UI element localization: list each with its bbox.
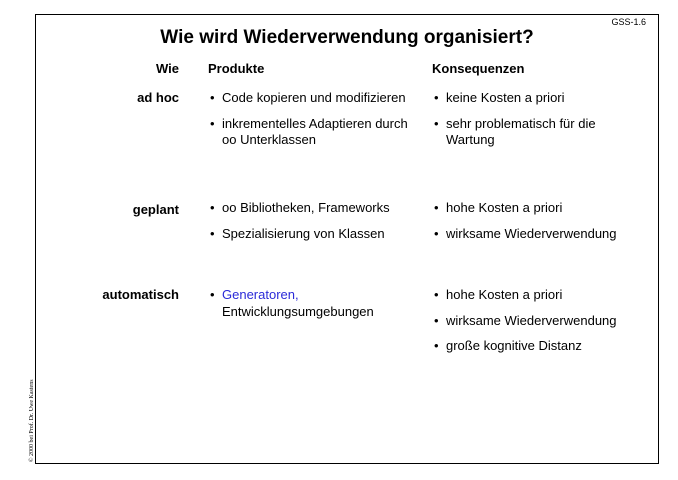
produkte-list-automatisch [208, 287, 423, 320]
entwicklungsumgebungen-text: Entwicklungsumgebungen [222, 303, 374, 319]
produkte-list-ad-hoc [208, 90, 423, 149]
list-item: • wirksame Wiederverwendung [432, 226, 647, 243]
konsequenzen-list-ad-hoc [432, 90, 647, 149]
header-wie: Wie [156, 61, 179, 76]
list-item: • große kognitive Distanz [432, 338, 647, 355]
copyright-notice: © 2000 bei Prof. Dr. Uwe Kastens [29, 379, 35, 462]
generatoren-text: Generatoren, [222, 287, 299, 302]
konsequenzen-list-geplant [432, 200, 647, 242]
list-item: • Spezialisierung von Klassen [208, 226, 423, 243]
produkte-list-geplant [208, 200, 423, 242]
list-item: • oo Bibliotheken, Frameworks [208, 200, 423, 217]
row-label-geplant: geplant [132, 202, 179, 217]
list-item: • sehr problematisch für die Wartung [432, 116, 647, 149]
slide-frame [35, 14, 659, 464]
list-item: • keine Kosten a priori [432, 90, 647, 107]
list-item: • Code kopieren und modifizieren [208, 90, 423, 107]
list-item [208, 287, 423, 320]
list-item: • hohe Kosten a priori [432, 200, 647, 217]
slide-title: Wie wird Wiederverwendung organisiert? [160, 27, 534, 48]
konsequenzen-list-automatisch [432, 287, 647, 355]
list-item: • hohe Kosten a priori [432, 287, 647, 304]
list-item: • wirksame Wiederverwendung [432, 313, 647, 330]
row-label-automatisch: automatisch [102, 287, 179, 302]
header-produkte: Produkte [208, 61, 265, 76]
row-label-ad-hoc: ad hoc [137, 90, 179, 105]
list-item: • inkrementelles Adaptieren durch oo Unterklassen [208, 116, 423, 149]
header-konsequenzen: Konsequenzen [432, 61, 525, 76]
slide-id: GSS-1.6 [611, 17, 646, 27]
